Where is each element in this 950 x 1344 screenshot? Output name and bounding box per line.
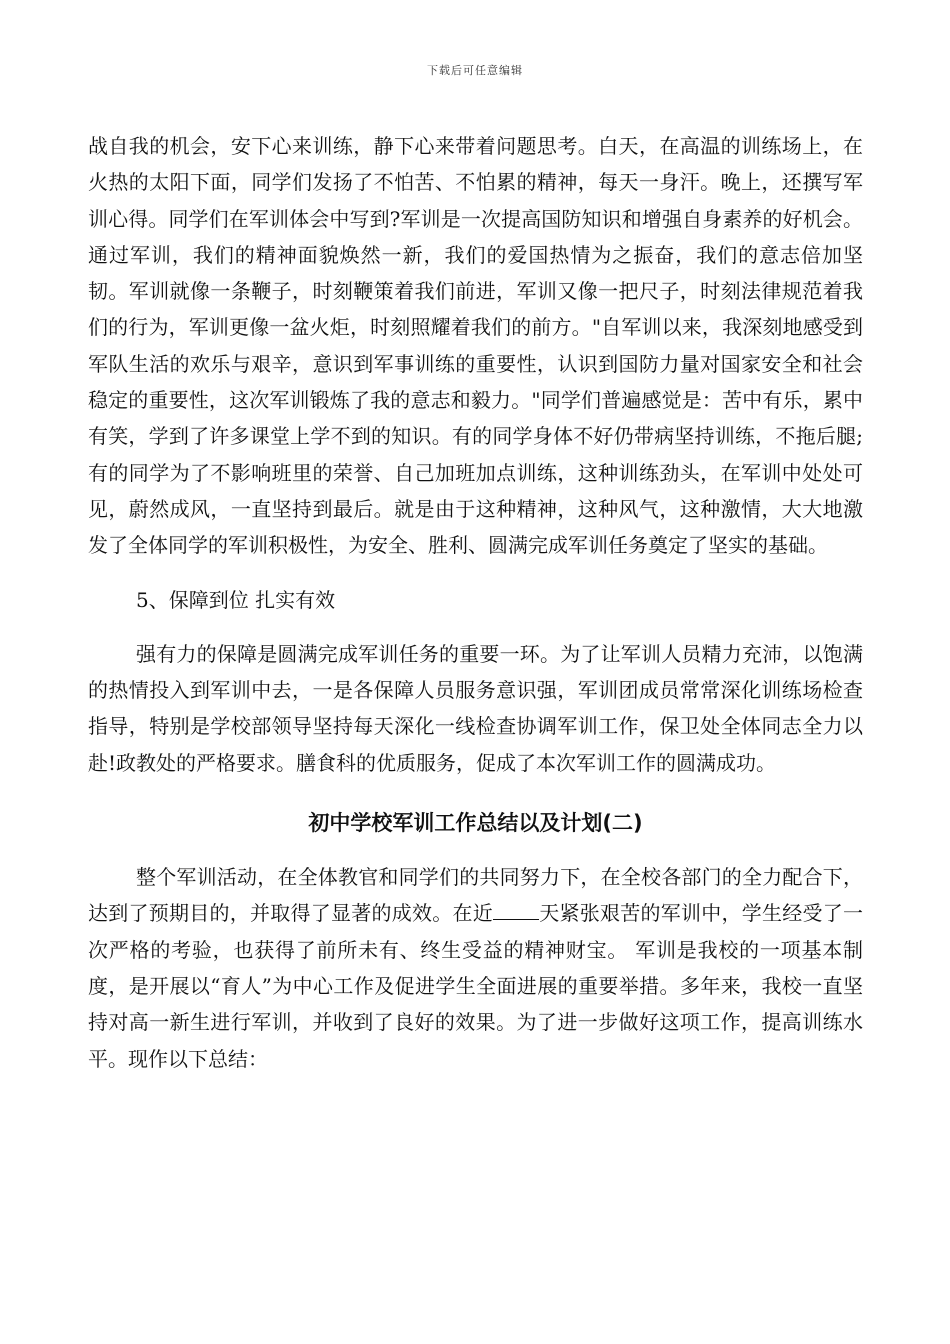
document-section-title: 初中学校军训工作总结以及计划(二) bbox=[308, 811, 643, 836]
paragraph-training-experience: 战自我的机会，安下心来训练，静下心来带着问题思考。白天，在高温的训练场上，在火热的太阳下面，同学们发扬了不怕苦、不怕累的精神，每天一身汗。晚上，还撰写军训心得。同学们在军训体会中写到?军训是一次提高国防知识和增强自身素养的好机会。通过军训，我们的精神面貌焕然一新，我们的爱国热情为之振奋，我们的意志倍加坚韧。军训就像一条鞭子，时刻鞭策着我们前进，军训又像一把尺子，时刻法律规范着我们的行为，军训更像一盆火炬，时刻照耀着我们的前方。"自军训以来，我深刻地感受到军队生活的欢乐与艰辛，意识到军事训练的重要性，认识到国防力量对国家安全和社会稳定的重要性，这次军训锻炼了我的意志和毅力。"同学们普遍感觉是：苦中有乐，累中有笑，学到了许多课堂上学不到的知识。有的同学身体不好仍带病坚持训练，不拖后腿;有的同学为了不影响班里的荣誉、自己加班加点训练，这种训练劲头，在军训中处处可见，蔚然成风，一直坚持到最后。就是由于这种精神，这种风气，这种激情，大大地激发了全体同学的军训积极性，为安全、胜利、圆满完成军训任务奠定了坚实的基础。 bbox=[88, 134, 863, 558]
summary-text-start: 整个军训活动，在全体教官和同学们的共同努力下，在全校各部门的全力配合下，达到了预期目的，并取得了显著的成效。在近 bbox=[88, 865, 863, 926]
blank-days-field bbox=[493, 901, 539, 920]
paragraph-summary bbox=[88, 859, 863, 1077]
paragraph-guarantee: 强有力的保障是圆满完成军训任务的重要一环。为了让军训人员精力充沛，以饱满的热情投入到军训中去，一是各保障人员服务意识强，军训团成员常常深化训练场检查指导，特别是学校部领导坚持每天深化一线检查协调军训工作，保卫处全体同志全力以赴!政教处的严格要求。膳食科的优质服务，促成了本次军训工作的圆满成功。 bbox=[88, 641, 863, 775]
summary-text-end: 天紧张艰苦的军训中，学生经受了一次严格的考验，也获得了前所未有、终生受益的精神财宝。 军训是我校的一项基本制度，是开展以“育人”为中心工作及促进学生全面进展的重要举措。多年来，我校一直坚持对高一新生进行军训，并收到了良好的效果。为了进一步做好这项工作，提高训练水平。现作以下总结： bbox=[88, 901, 863, 1071]
document-body bbox=[88, 128, 863, 1077]
page-header: 下载后可任意编辑 bbox=[427, 64, 523, 77]
section-heading-guarantee: 5、保障到位 扎实有效 bbox=[136, 587, 336, 612]
